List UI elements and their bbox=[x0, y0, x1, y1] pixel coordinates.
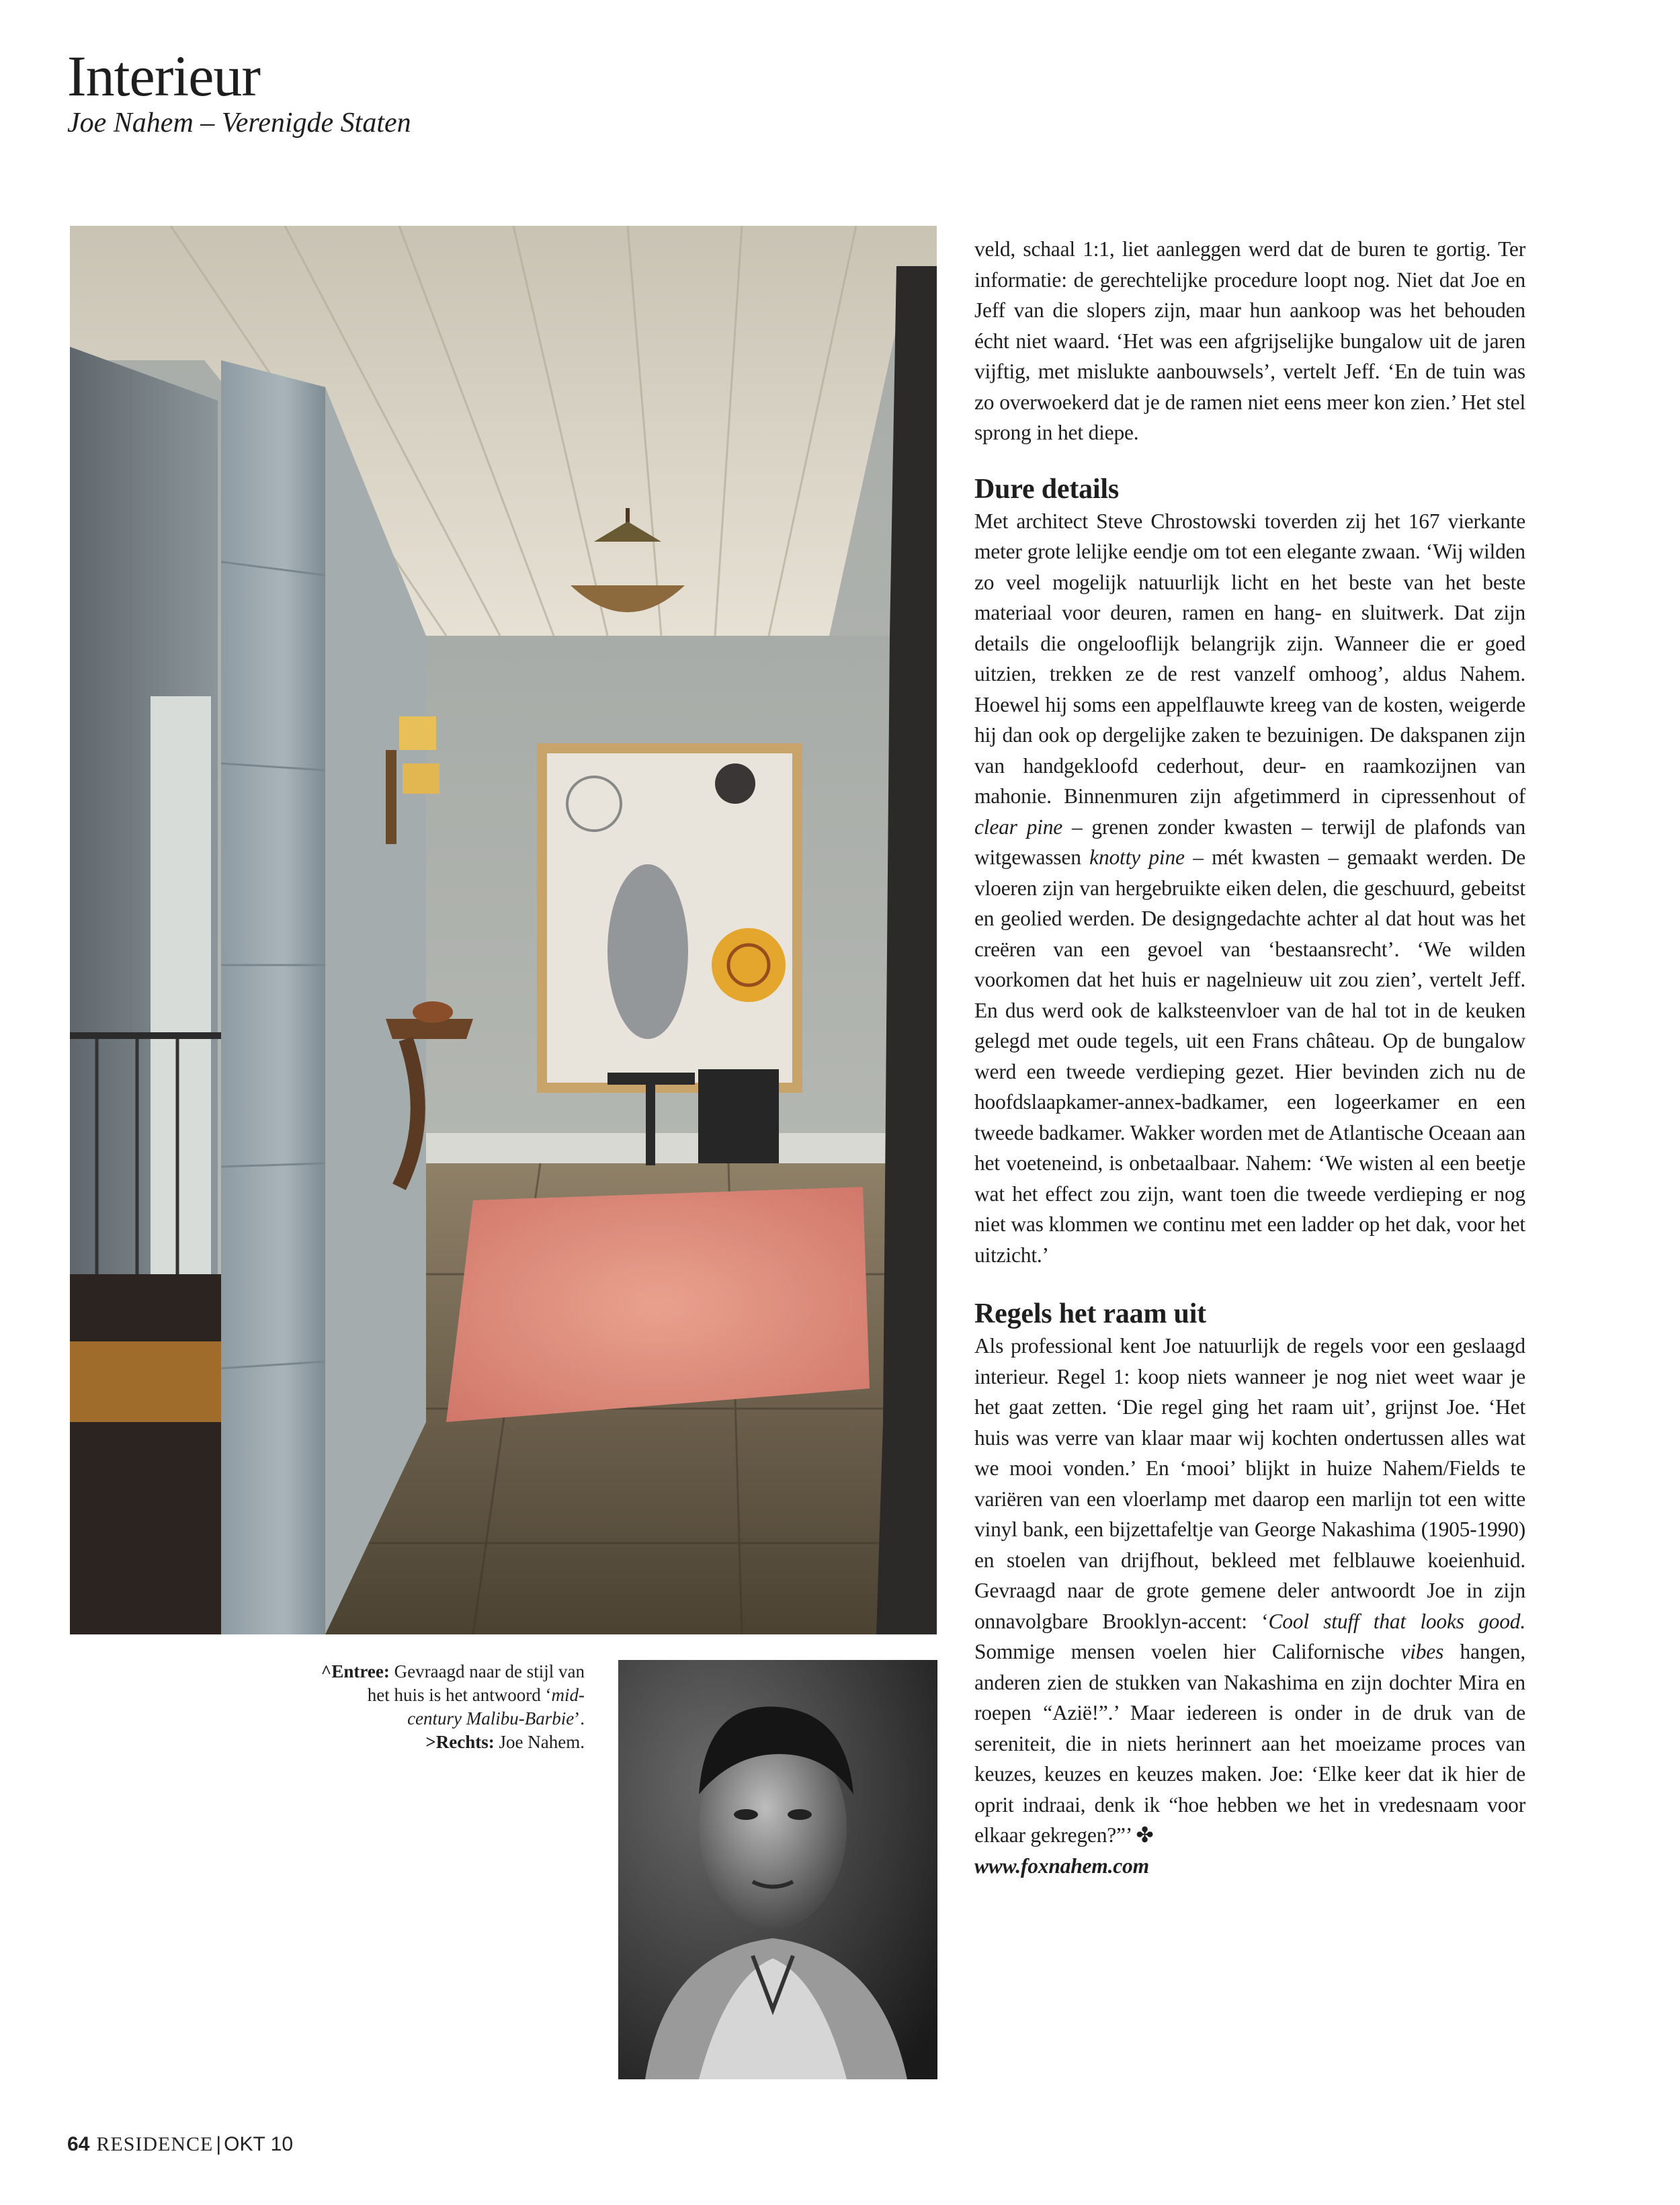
entrance-hall-photo bbox=[70, 226, 937, 1634]
article-body bbox=[974, 234, 1525, 1881]
magazine-name: RESIDENCE bbox=[96, 2133, 214, 2155]
details-text-a: Met architect Steve Chrostowski toverden zij het 167 vierkante meter grote lelijke eendje om tot een elegante zwaan. ‘Wij wilden zo veel mogelijk natuurlijk licht en het beste van het beste materiaal voor deuren, ramen en hang- en sluitwerk. Dat zijn details die ongelooflijk belangrijk zijn. Wanneer die er goed uitzien, trekken ze de rest vanzelf omhoog’, aldus Nahem. Hoewel hij soms een appelflauwte kreeg van de kosten, weigerde hij dan ook op dergelijke zaken te bezuinigen. De dakspanen zijn van handgekloofd cederhout, deur- en raamkozijnen van mahonie. Binnenmuren zijn afgetimmerd in cipressenhout of bbox=[974, 509, 1525, 808]
caption-right-label: > Rechts: bbox=[425, 1732, 494, 1752]
caption-entry-label: ^ Entree: bbox=[321, 1661, 390, 1681]
joe-nahem-portrait bbox=[618, 1660, 937, 2079]
page-footer bbox=[67, 2134, 293, 2155]
article-paragraph-intro: veld, schaal 1:1, liet aanleggen werd dat de buren te gortig. Ter informatie: de gerechtelijke procedure loopt nog. Niet dat Joe en Jeff van die slopers zijn, maar hun aankoop was het behouden écht niet waard. ‘Het was een afgrijselijke bungalow uit de jaren vijftig, met mislukte aanbouwsels’, vertelt Jeff. ‘En de tuin was zo overwoekerd dat je de ramen niet eens meer kon zien.’ Het stel sprong in het diepe. bbox=[974, 237, 1525, 444]
article-subtitle: Joe Nahem – Verenigde Staten bbox=[67, 108, 411, 138]
caption-right-text: Joe Nahem. bbox=[499, 1732, 585, 1752]
issue-date: OKT 10 bbox=[224, 2133, 294, 2155]
details-italic-knotty-pine: knotty pine bbox=[1089, 845, 1185, 869]
page-number: 64 bbox=[67, 2133, 90, 2155]
photo-caption bbox=[316, 1660, 585, 1754]
caption-entry-end: ’. bbox=[574, 1708, 585, 1729]
details-italic-clear-pine: clear pine bbox=[974, 815, 1063, 839]
rules-italic-quote: Cool stuff that looks good. bbox=[1268, 1609, 1525, 1633]
article-paragraph-rules bbox=[974, 1331, 1525, 1851]
rules-text-b: Sommige mensen voelen hier Californische bbox=[974, 1640, 1401, 1663]
article-paragraph-details bbox=[974, 506, 1525, 1271]
rules-text-c: hangen, anderen zien de stukken van Nakashima en zijn dochter Mira en roepen “Azië!”.’ Maar iedereen is onder in de druk van de sereniteit, die in niets herinnert aan het moeizame proces van keuzes, keuzes en keuzes maken. Joe: ‘Elke keer dat ik hier de oprit indraai, denk ik “hoe hebben we het in vredesnaam voor elkaar gekregen?”’ ✤ bbox=[974, 1640, 1525, 1847]
details-text-b: – grenen zonder kwasten – terwijl de plafonds van witgewassen bbox=[974, 815, 1525, 869]
details-text-c: – mét kwasten – gemaakt werden. De vloeren zijn van hergebruikte eiken delen, die geschuurd, gebeitst en geolied werden. De designgedachte achter al dat hout was het creëren van een gevoel van ‘bestaansrecht’. ‘We wilden voorkomen dat het huis er nagelnieuw uit zou zien’, vertelt Jeff. En dus werd ook de kalksteenvloer van de hal tot in de keuken gelegd met oude tegels, uit een Frans château. Op de bungalow werd een tweede verdieping gezet. Hier bevinden zich nu de hoofdslaapkamer-annex-badkamer, een logeerkamer en een tweede badkamer. Wakker worden met de Atlantische Oceaan aan het voeteneind, is onbetaalbaar. Nahem: ‘We wisten al een beetje wat het effect zou zijn, want toen die tweede verdieping er nog niet was klommen we continu met een ladder op het dak, voor het uitzicht.’ bbox=[974, 845, 1525, 1267]
heading-dure-details: Dure details bbox=[974, 473, 1119, 505]
caption-entry-italic: mid-century Malibu-Barbie bbox=[407, 1685, 585, 1729]
website-link[interactable]: www.foxnahem.com bbox=[974, 1854, 1149, 1878]
rules-italic-vibes: vibes bbox=[1400, 1640, 1444, 1663]
footer-separator: | bbox=[216, 2133, 222, 2155]
section-title: Interieur bbox=[67, 44, 261, 108]
caption-entry-text: Gevraagd naar de stijl van het huis is het antwoord ‘ bbox=[367, 1661, 585, 1705]
rules-text-a: Als professional kent Joe natuurlijk de regels voor een geslaagd interieur. Regel 1: koop niets wanneer je nog niet weet waar je het gaat zetten. ‘Die regel ging het raam uit’, grijnst Joe. ‘Het huis was verre van klaar maar wij kochten ondertussen alles wat we mooi vonden.’ En ‘mooi’ blijkt in huize Nahem/Fields te variëren van een vloerlamp met daarop een marlijn tot een witte vinyl bank, een bijzettafeltje van George Nakashima (1905-1990) en stoelen van drijfhout, bekleed met felblauwe koeienhuid. Gevraagd naar de grote gemene deler antwoordt Joe in zijn onnavolgbare Brooklyn-accent: ‘ bbox=[974, 1334, 1525, 1633]
heading-regels: Regels het raam uit bbox=[974, 1298, 1206, 1329]
